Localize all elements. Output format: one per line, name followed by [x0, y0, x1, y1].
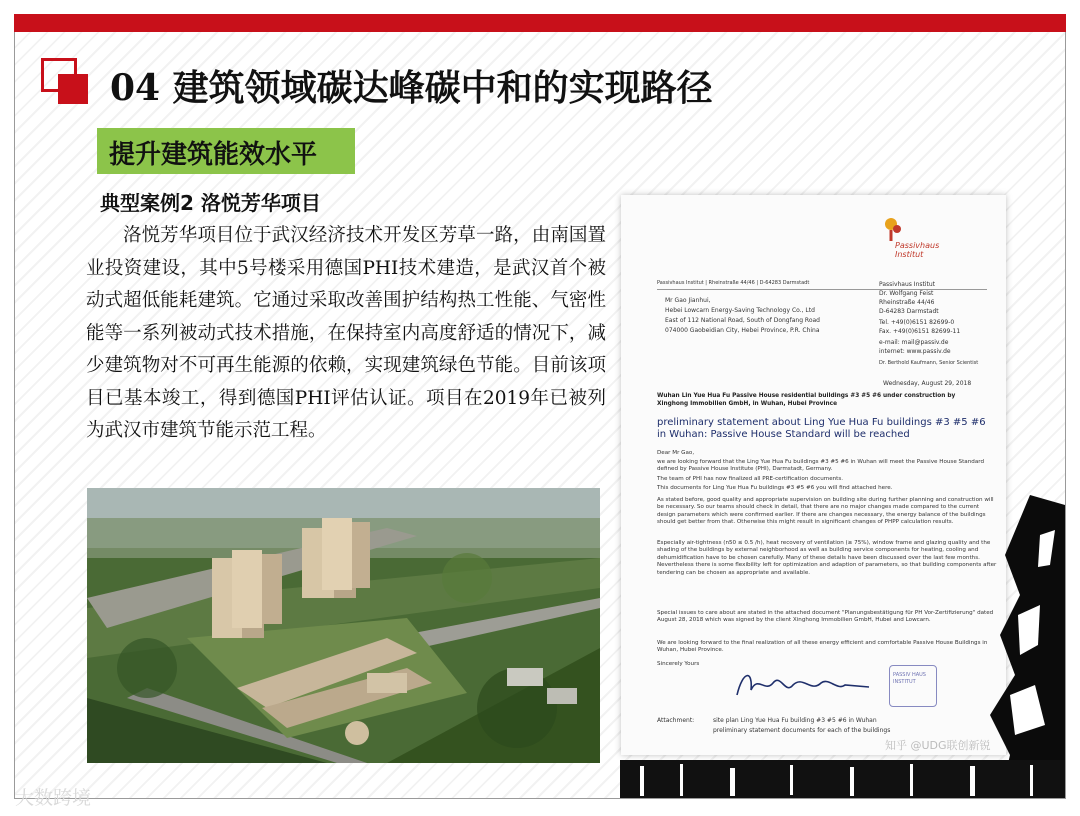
section-tag [97, 128, 355, 174]
letter-date: Wednesday, August 29, 2018 [883, 380, 972, 387]
letter-heading: preliminary statement about Ling Yue Hua Fu buildings #3 #5 #6 in Wuhan: Passive House Standard will be reached [657, 417, 986, 440]
institute-email: e-mail: mail@passiv.de [879, 339, 949, 346]
watermark-letter: 知乎 @UDG联创新锐 [885, 739, 991, 752]
institute-4: D-64283 Darmstadt [879, 308, 939, 315]
recipient-4: 074000 Gaobeidian City, Hebei Province, P.R. China [665, 327, 820, 334]
recipient-1: Mr Gao Jianhui, [665, 297, 711, 304]
letter-para-7: We are looking forward to the final realization of all these energy efficient and comfortable Passive House Buildings in Wuhan, Hubei Province. [657, 640, 988, 654]
sender-line: Passivhaus Institut | Rheinstraße 44/46 | D-64283 Darmstadt [657, 280, 810, 286]
attachment-item-1: site plan Ling Yue Hua Fu building #3 #5 #6 in Wuhan [713, 717, 877, 724]
letter-para-4: As stated before, good quality and appropriate supervision on building site during further planning and construction will be necessary. So our teams should check in detail, that there are no major changes made compared to the current design parameters which were confirmed earlier. If there are changes necessary, the energy balance of the buildings should get better from that. Otherwise this might result in significant changes of PHPP calculation results. [657, 497, 994, 526]
passivhaus-logo-text: Passivhaus Institut [895, 241, 940, 259]
section-tag-label: 提升建筑能效水平 [109, 140, 318, 170]
signature-icon [733, 665, 873, 705]
letter-para-6: Special issues to care about are stated in the attached document "Planungsbestätigung für PH Vor-Zertifizierung" dated August 28, 2018 which was signed by the client Xinghong Immobilien GmbH, Hubei and Lowcarn. [657, 610, 994, 624]
institute-tel: Tel. +49(0)6151 82699-0 [879, 319, 955, 326]
institute-fax: Fax. +49(0)6151 82699-11 [879, 328, 961, 335]
letter-para-2: The team of PHI has now finalized all PRE-certification documents. [657, 476, 844, 482]
attachment-item-2: preliminary statement documents for each of the buildings [713, 727, 891, 734]
top-red-bar [14, 14, 1066, 32]
case-subtitle: 典型案例2 洛悦芳华项目 [100, 191, 321, 215]
case-description: 洛悦芳华项目位于武汉经济技术开发区芳草一路，由南国置业投资建设，其中5号楼采用德国PHI技术建造，是武汉首个被动式超低能耗建筑。它通过采取改善围护结构热工性能、气密性能等一系列被动式技术措施，在保持室内高度舒适的情况下，减少建筑物对不可再生能源的依赖，实现建筑绿色节能。目前该项目已基本竣工，得到德国PHI评估认证。项目在2019年已被列为武汉市建筑节能示范工程。 [86, 225, 606, 441]
title-square-fill-icon [58, 74, 88, 104]
institute-contact: Dr. Berthold Kaufmann, Senior Scientist [879, 360, 979, 366]
aerial-rendering-image [87, 488, 600, 763]
letter-salutation: Dear Mr Gao, [657, 450, 695, 456]
letter-para-1: we are looking forward that the Ling Yue Hua Fu buildings #3 #5 #6 in Wuhan will meet the Passive House Standard defined by Passive House Institute (PHI), Darmstadt, Germany. [657, 459, 984, 473]
grunge-decoration-bottom [620, 760, 1065, 798]
institute-stamp: PASSIV HAUS INSTITUT [889, 665, 937, 707]
header-rule [657, 289, 987, 290]
letter-closing: Sincerely Yours [657, 661, 700, 667]
letter-subject: Wuhan Lin Yue Hua Fu Passive House residential buildings #3 #5 #6 under construction by Xinghong Immobilien GmbH, in Wuhan, Hubei Province [657, 393, 956, 407]
institute-1: Passivhaus Institut [879, 281, 936, 288]
recipient-3: East of 112 National Road, South of Dongfang Road [665, 317, 820, 324]
letter-para-3: This documents for Ling Yue Hua Fu buildings #3 #5 #6 you will find attached here. [657, 485, 893, 491]
recipient-2: Hebei Lowcarn Energy-Saving Technology Co., Ltd [665, 307, 815, 314]
slide-title: 04 建筑领域碳达峰碳中和的实现路径 [110, 67, 713, 109]
institute-2: Dr. Wolfgang Feist [879, 290, 934, 297]
passivhaus-letter-image [621, 195, 1006, 755]
institute-3: Rheinstraße 44/46 [879, 299, 935, 306]
grunge-decoration-right [990, 495, 1065, 798]
passivhaus-logo-icon [883, 217, 903, 241]
attachment-label: Attachment: [657, 717, 695, 724]
watermark-bottom-left: 大数跨境 [15, 787, 92, 809]
letter-para-5: Especially air-tightness (n50 ≤ 0.5 /h), heat recovery of ventilation (≥ 75%), window frame and glazing quality and the shading of the buildings by external neighborhood as well as building service components for heating, cooling and dehumidification have to be chosen carefully. Many of these details have been discussed over the last few months. Nevertheless there is some flexibility left for optimization and adaption of parameters, so that building components after tendering can be chosen as appropriate and available. [657, 540, 997, 576]
institute-web: internet: www.passiv.de [879, 348, 951, 355]
